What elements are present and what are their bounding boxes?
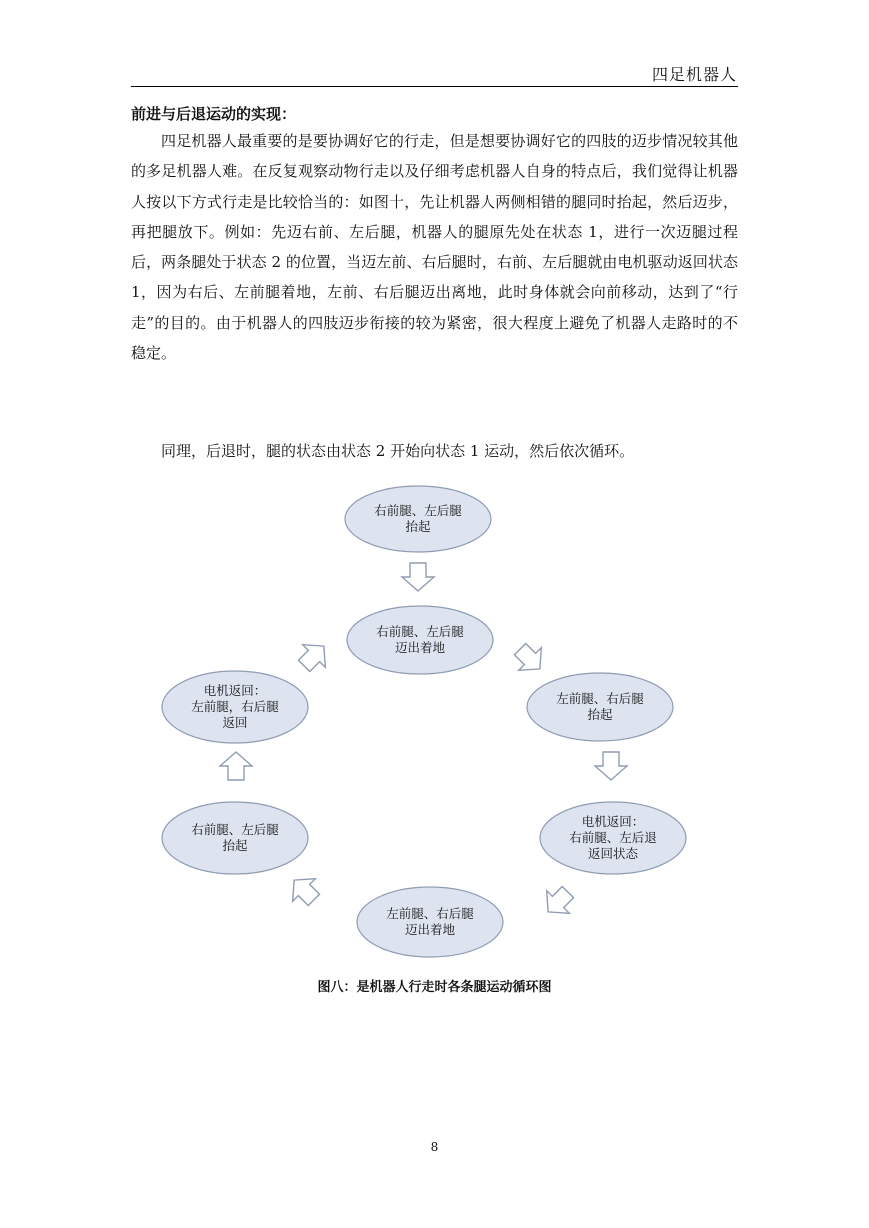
arrow-n4-to-n5	[537, 881, 579, 923]
node-label: 右前腿、左后腿 抬起	[191, 822, 279, 853]
node-label: 电机返回： 右前腿、左后退 返回状态	[569, 814, 657, 861]
arrow-n3-to-n4	[595, 752, 627, 780]
section-title: 前进与后退运动的实现：	[131, 105, 297, 123]
arrow-n6-to-n7	[220, 752, 252, 780]
node-label: 左前腿、右后腿 迈出着地	[386, 906, 474, 937]
node-motor-return-left-front-right-back	[160, 669, 310, 745]
paragraph-1: 四足机器人最重要的是要协调好它的行走，但是想要协调好它的四肢的迈步情况较其他的多足机器人难。在反复观察动物行走以及仔细考虑机器人自身的特点后，我们觉得让机器人按以下方式行走是比较恰当的：如图十，先让机器人两侧相错的腿同时抬起，然后迈步，再把腿放下。例如：先迈右前、左后腿，机器人的腿原先处在状态 1，进行一次迈腿过程后，两条腿处于状态 2 的位置，当迈左前、右后腿时，右前、左后腿就由电机驱动返回状态 1，因为右后、左前腿着地，左前、右后腿迈出离地，此时身体就会向前移动，达到了“行走”的目的。由于机器人的四肢迈步衔接的较为紧密，很大程度上避免了机器人走路时的不稳定。	[131, 132, 738, 363]
node-label: 电机返回： 左前腿，右后腿 返回	[191, 683, 279, 730]
page-number: 8	[430, 1140, 439, 1154]
node-label: 右前腿、左后腿 迈出着地	[376, 624, 464, 655]
header-title: 四足机器人	[651, 65, 737, 84]
node-label: 右前腿、左后腿 抬起	[374, 503, 462, 534]
paragraph-2: 同理，后退时，腿的状态由状态 2 开始向状态 1 运动，然后依次循环。	[161, 442, 635, 460]
figure-caption: 图八：是机器人行走时各条腿运动循环图	[317, 980, 552, 995]
node-left-front-right-back-lift	[525, 671, 675, 743]
node-left-front-right-back-step	[355, 885, 505, 959]
arrow-n1-to-n2	[402, 563, 434, 591]
node-motor-return-right-front-left-back	[538, 800, 688, 876]
node-right-front-left-back-lift	[343, 484, 493, 554]
node-label: 左前腿、右后腿 抬起	[556, 691, 644, 722]
node-right-front-left-back-lift-2	[160, 800, 310, 876]
node-right-front-left-back-step	[345, 604, 495, 676]
